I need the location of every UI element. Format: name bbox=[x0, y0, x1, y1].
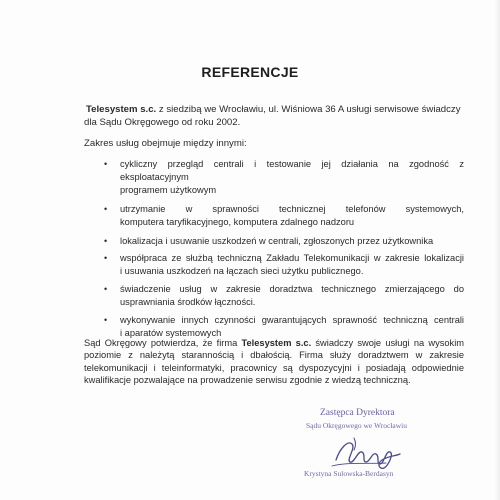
service-line: cykliczny przegląd centrali i testowanie jej działania na zgodność z eksploatacyjnym bbox=[120, 159, 464, 182]
closing-paragraph bbox=[84, 337, 464, 387]
stamp-title: Zastępca Dyrektora bbox=[320, 408, 395, 418]
list-item bbox=[104, 203, 464, 229]
service-line: wykonywanie innych czynności gwarantujących sprawność techniczną centrali bbox=[120, 315, 464, 325]
list-item bbox=[104, 252, 464, 278]
intro-text: z siedzibą we Wrocławiu, ul. Wiśniowa 36 A usługi serwisowe świadczy dla Sądu Okręgowego od roku 2002. bbox=[84, 104, 461, 128]
list-item bbox=[104, 235, 464, 248]
service-line: świadczenie usług w zakresie doradztwa technicznego zmierzającego do bbox=[120, 284, 464, 294]
service-line: i aparatów systemowych bbox=[120, 328, 222, 338]
list-item bbox=[104, 158, 464, 197]
service-line: komputera taryfikacyjnego, komputera zdalnego nadzoru bbox=[120, 217, 355, 227]
service-line: lokalizacja i usuwanie uszkodzeń w centrali, zgłoszonych przez użytkownika bbox=[120, 236, 434, 246]
bullet-icon: • bbox=[104, 159, 108, 169]
service-line: programem użytkowym bbox=[120, 185, 217, 195]
service-line: i usuwania uszkodzeń na łączach sieci użytku publicznego. bbox=[120, 266, 364, 276]
bullet-icon: • bbox=[104, 236, 108, 246]
bullet-icon: • bbox=[104, 253, 108, 263]
intro-paragraph bbox=[84, 103, 462, 129]
list-item bbox=[104, 283, 464, 309]
bullet-icon: • bbox=[104, 315, 108, 325]
closing-text-start: Sąd Okręgowy potwierdza, że firma bbox=[84, 338, 242, 348]
official-stamp bbox=[300, 408, 430, 482]
scope-heading: Zakres usług obejmuje między innymi: bbox=[84, 138, 247, 149]
bullet-icon: • bbox=[104, 284, 108, 294]
bullet-icon: • bbox=[104, 204, 108, 214]
stamp-institution: Sądu Okręgowego we Wrocławiu bbox=[306, 421, 407, 430]
closing-company-name: Telesystem s.c. bbox=[241, 338, 312, 348]
service-line: usprawniania środków łączności. bbox=[120, 297, 256, 307]
closing-text-end: świadczy swoje usługi na wysokim poziomie z należytą starannością i dbałością. Firma służy doradztwem w zakresie telekomunikacji i teleinformatyki, pracownicy są dyspozycyjni i posiadają odpowiednie kwalifikacje pozwalające na prowadzenie serwisu zgodnie z wiedzą techniczną. bbox=[84, 338, 465, 386]
stamp-signatory-name: Krystyna Sulowska-Berdasyn bbox=[304, 469, 394, 478]
intro-company-name: Telesystem s.c. bbox=[86, 104, 157, 115]
services-list bbox=[104, 158, 464, 340]
service-line: utrzymanie w sprawności technicznej telefonów systemowych, bbox=[120, 204, 464, 214]
handwritten-signature bbox=[326, 430, 406, 472]
service-line: współpraca ze służbą techniczną Zakładu Telekomunikacji w zakresie lokalizacji bbox=[120, 253, 464, 263]
document-title: REFERENCJE bbox=[201, 64, 299, 80]
